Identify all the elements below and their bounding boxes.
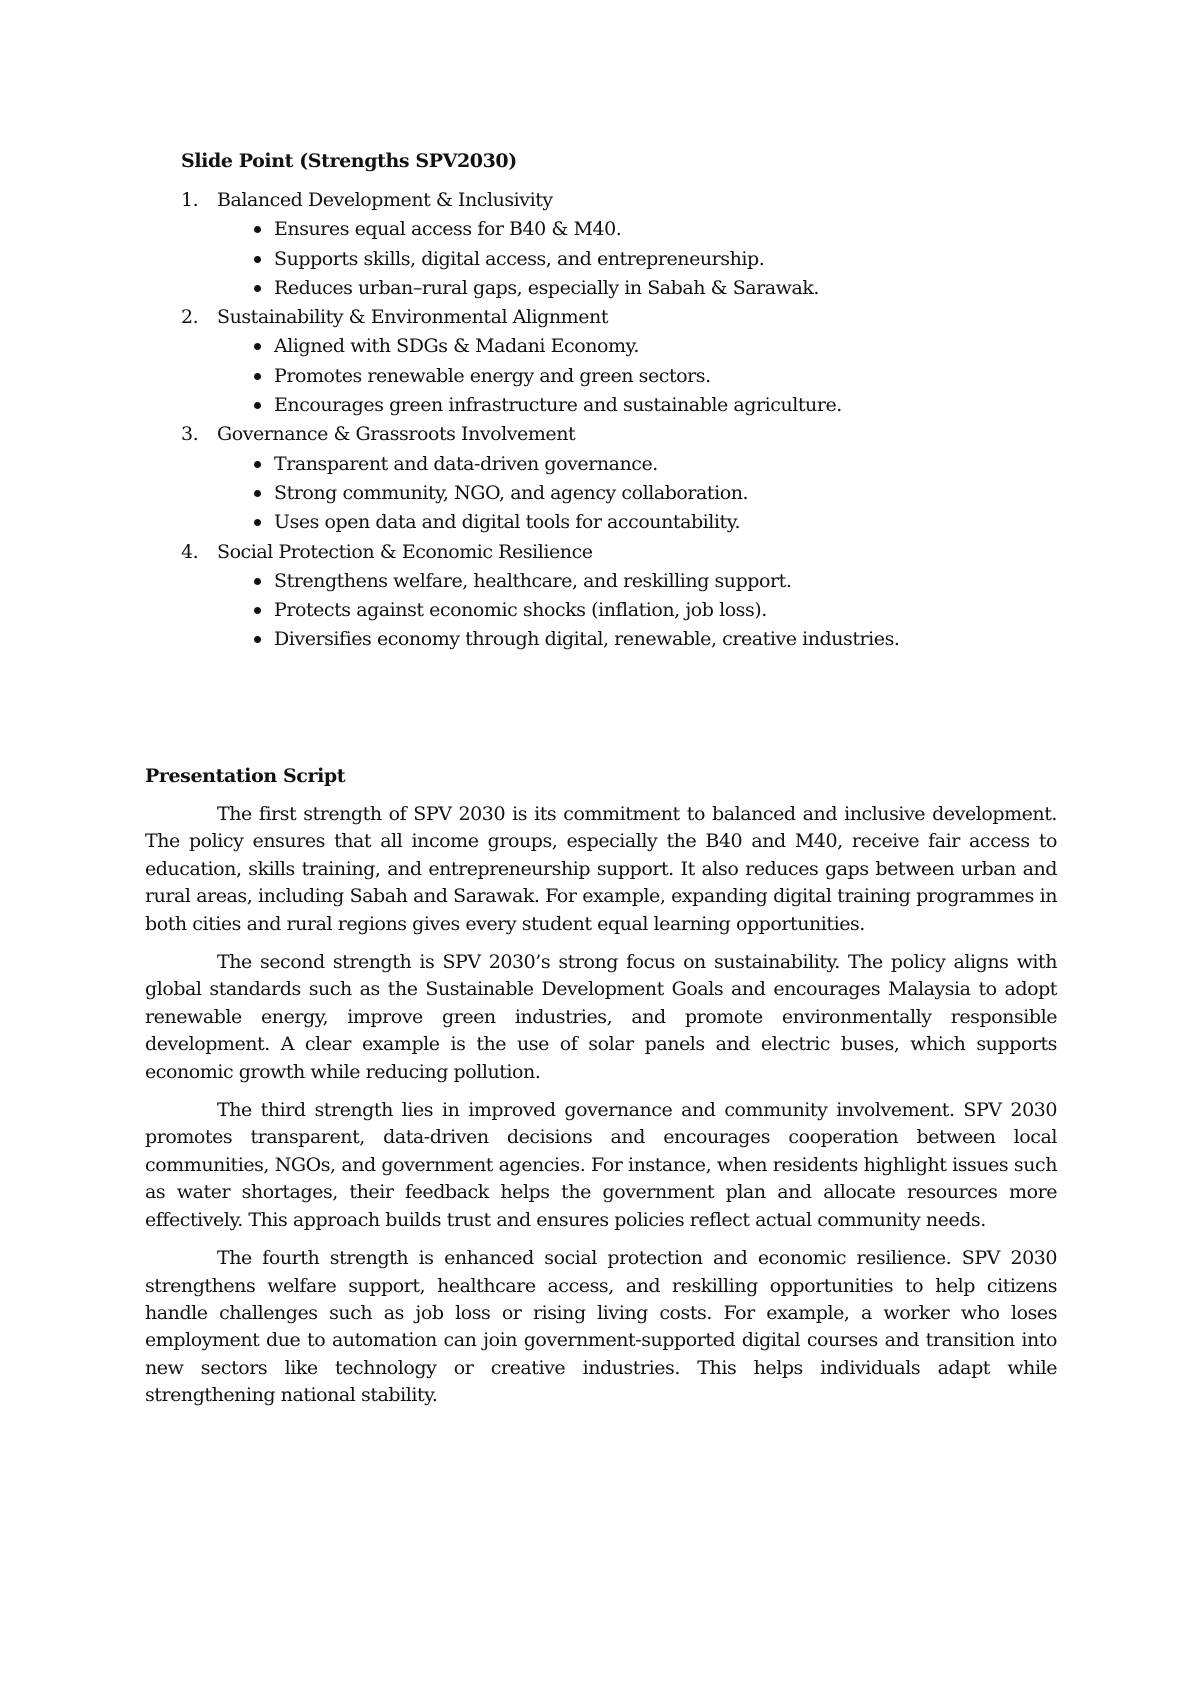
bullet-text: Reduces urban–rural gaps, especially in Sabah & Sarawak. <box>274 276 819 299</box>
bullet-item <box>253 508 1081 537</box>
bullet-icon <box>253 215 274 244</box>
script-paragraph: The first strength of SPV 2030 is its commitment to balanced and inclusive development. The policy ensures that all income groups, especially the B40 and M40, receive fair access to education, skills training, and entrepreneurship support. It also reduces gaps between urban and rural areas, including Sabah and Sarawak. For example, expanding digital training programmes in both cities and rural regions gives every student equal learning opportunities. <box>145 803 1057 935</box>
strength-number: 4. <box>181 540 199 563</box>
bullet-text: Diversifies economy through digital, renewable, creative industries. <box>274 628 900 651</box>
script-paragraph: The third strength lies in improved governance and community involvement. SPV 2030 promotes transparent, data-driven decisions and encourages cooperation between local communities, NGOs, and government agencies. For instance, when residents highlight issues such as water shortages, their feedback helps the government plan and allocate resources more effectively. This approach builds trust and ensures policies reflect actual community needs. <box>145 1099 1057 1231</box>
bullet-item <box>253 625 1081 654</box>
presentation-script-section <box>145 763 1057 1421</box>
bullet-item <box>253 596 1081 625</box>
strengths-list <box>181 186 1081 655</box>
bullet-icon <box>253 391 274 420</box>
bullet-icon <box>253 362 274 391</box>
strength-bullets <box>181 450 1081 538</box>
bullet-item <box>253 362 1081 391</box>
strength-item <box>181 303 1081 420</box>
bullet-icon <box>253 567 274 596</box>
bullet-item <box>253 391 1081 420</box>
strength-number: 3. <box>181 423 199 446</box>
bullet-icon <box>253 245 274 274</box>
bullet-item <box>253 479 1081 508</box>
bullet-item <box>253 245 1081 274</box>
script-paragraph: The second strength is SPV 2030’s strong focus on sustainability. The policy aligns with global standards such as the Sustainable Development Goals and encourages Malaysia to adopt renewable energy, improve green industries, and promote environmentally responsible development. A clear example is the use of solar panels and electric buses, which supports economic growth while reducing pollution. <box>145 951 1057 1083</box>
bullet-icon <box>253 479 274 508</box>
bullet-text: Protects against economic shocks (inflation, job loss). <box>274 599 767 622</box>
strength-label: Governance & Grassroots Involvement <box>217 423 576 446</box>
bullet-text: Strengthens welfare, healthcare, and reskilling support. <box>274 569 792 592</box>
bullet-item <box>253 215 1081 244</box>
bullet-text: Encourages green infrastructure and sustainable agriculture. <box>274 394 842 417</box>
bullet-icon <box>253 274 274 303</box>
slide-points-section <box>181 148 1081 655</box>
bullet-icon <box>253 332 274 361</box>
bullet-text: Aligned with SDGs & Madani Economy. <box>274 335 639 358</box>
strength-label: Balanced Development & Inclusivity <box>217 189 553 211</box>
strength-item <box>181 186 1081 303</box>
bullet-text: Supports skills, digital access, and entrepreneurship. <box>274 247 765 270</box>
bullet-text: Strong community, NGO, and agency collaboration. <box>274 481 749 504</box>
script-paragraph: The fourth strength is enhanced social protection and economic resilience. SPV 2030 strengthens welfare support, healthcare access, and reskilling opportunities to help citizens handle challenges such as job loss or rising living costs. For example, a worker who loses employment due to automation can join government-supported digital courses and transition into new sectors like technology or creative industries. This helps individuals adapt while strengthening national stability. <box>145 1247 1057 1407</box>
presentation-script-title: Presentation Script <box>145 765 346 787</box>
bullet-icon <box>253 508 274 537</box>
strength-item <box>181 538 1081 655</box>
strength-bullets <box>181 567 1081 655</box>
bullet-icon <box>253 596 274 625</box>
bullet-icon <box>253 450 274 479</box>
bullet-text: Uses open data and digital tools for accountability. <box>274 511 741 534</box>
bullet-text: Promotes renewable energy and green sectors. <box>274 364 711 387</box>
strength-bullets <box>181 215 1081 303</box>
bullet-text: Ensures equal access for B40 & M40. <box>274 218 622 241</box>
strength-number: 2. <box>181 306 199 329</box>
strength-label: Sustainability & Environmental Alignment <box>217 306 609 329</box>
bullet-item <box>253 567 1081 596</box>
strength-label: Social Protection & Economic Resilience <box>217 540 593 563</box>
slide-points-title: Slide Point (Strengths SPV2030) <box>181 150 517 172</box>
strength-bullets <box>181 332 1081 420</box>
bullet-text: Transparent and data-driven governance. <box>274 452 658 475</box>
bullet-item <box>253 450 1081 479</box>
strength-item <box>181 420 1081 537</box>
bullet-item <box>253 332 1081 361</box>
bullet-item <box>253 274 1081 303</box>
bullet-icon <box>253 625 274 654</box>
strength-number: 1. <box>181 189 199 211</box>
